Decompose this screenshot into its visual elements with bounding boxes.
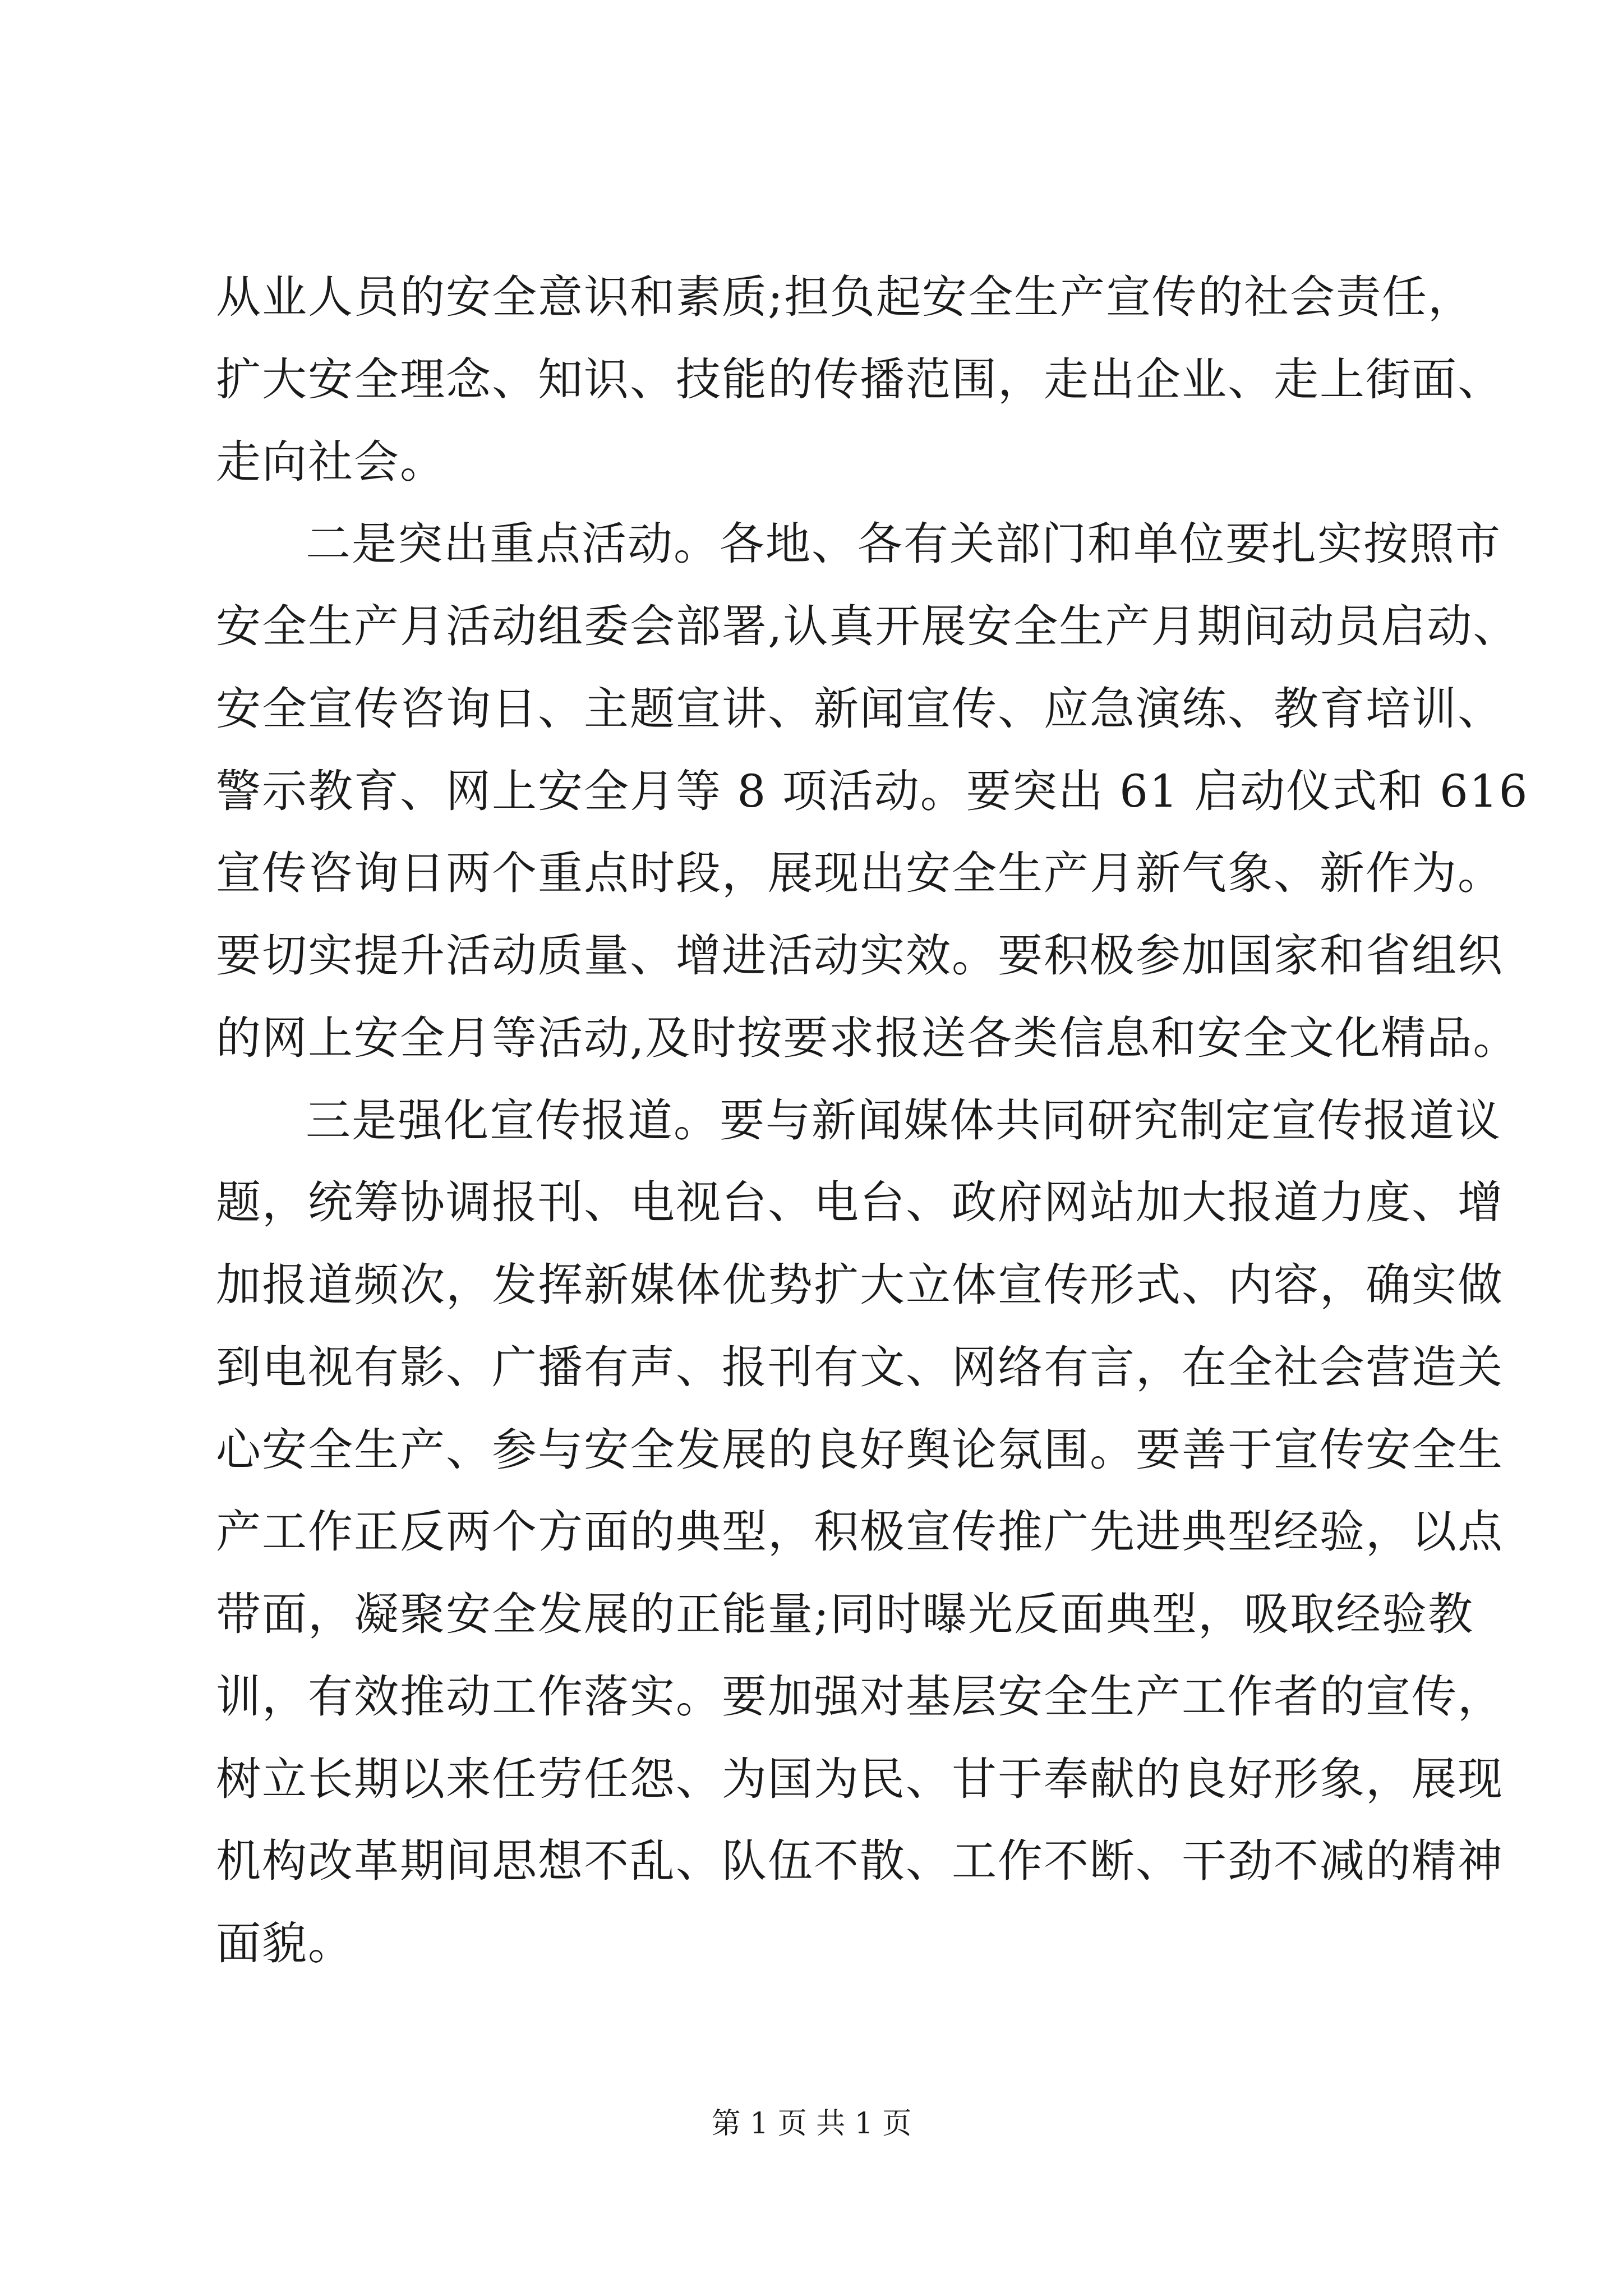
- text-line: 加报道频次，发挥新媒体优势扩大立体宣传形式、内容，确实做: [216, 1259, 1504, 1311]
- paragraph-first-line: 三是强化宣传报道。要与新闻媒体共同研究制定宣传报道议: [306, 1094, 1501, 1147]
- text-line: 安全宣传咨询日、主题宣讲、新闻宣传、应急演练、教育培训、: [216, 683, 1504, 735]
- text-line: 从业人员的安全意识和素质;担负起安全生产宣传的社会责任，: [216, 271, 1474, 323]
- page-footer: 第 1 页 共 1 页: [711, 2107, 912, 2141]
- paragraph-first-line: 二是突出重点活动。各地、各有关部门和单位要扎实按照市: [306, 518, 1501, 570]
- text-line: 安全生产月活动组委会部署,认真开展安全生产月期间动员启动、: [216, 600, 1519, 652]
- text-line: 树立长期以来任劳任怨、为国为民、甘于奉献的良好形象，展现: [216, 1753, 1504, 1805]
- text-line: 心安全生产、参与安全发展的良好舆论氛围。要善于宣传安全生: [216, 1424, 1504, 1476]
- text-line: 的网上安全月等活动,及时按要求报送各类信息和安全文化精品。: [216, 1012, 1519, 1064]
- text-line: 机构改革期间思想不乱、队伍不散、工作不断、干劲不减的精神: [216, 1835, 1504, 1887]
- text-line: 到电视有影、广播有声、报刊有文、网络有言，在全社会营造关: [216, 1341, 1504, 1393]
- text-line: 题，统筹协调报刊、电视台、电台、政府网站加大报道力度、增: [216, 1176, 1504, 1228]
- text-line: 面貌。: [216, 1917, 354, 1970]
- text-line: 走向社会。: [216, 436, 446, 488]
- text-line: 要切实提升活动质量、增进活动实效。要积极参加国家和省组织: [216, 930, 1504, 982]
- text-line: 警示教育、网上安全月等 8 项活动。要突出 61 启动仪式和 616: [216, 765, 1529, 817]
- text-line: 训，有效推动工作落实。要加强对基层安全生产工作者的宣传，: [216, 1671, 1504, 1723]
- text-line: 带面，凝聚安全发展的正能量;同时曝光反面典型，吸取经验教: [216, 1588, 1474, 1640]
- text-line: 产工作正反两个方面的典型，积极宣传推广先进典型经验，以点: [216, 1506, 1504, 1558]
- text-line: 宣传咨询日两个重点时段，展现出安全生产月新气象、新作为。: [216, 847, 1504, 899]
- text-line: 扩大安全理念、知识、技能的传播范围，走出企业、走上街面、: [216, 353, 1504, 406]
